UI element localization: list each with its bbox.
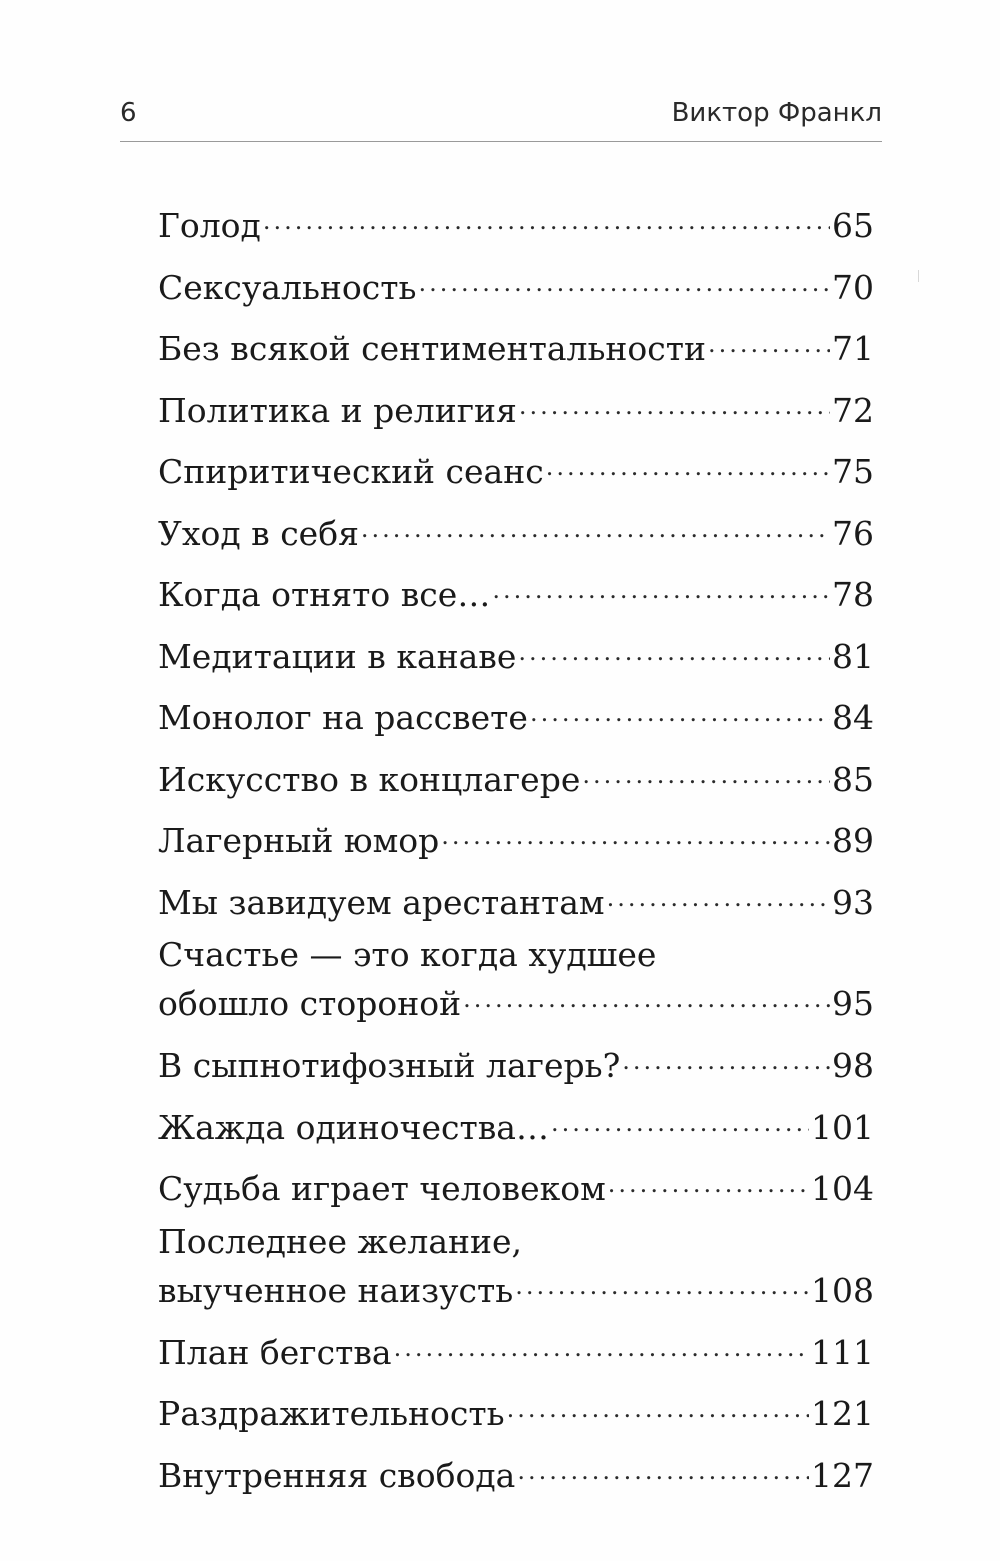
dot-leader bbox=[361, 505, 830, 545]
toc-entry bbox=[158, 689, 874, 751]
toc-entry-title: Лагерный юмор bbox=[158, 821, 440, 860]
toc-entry-title: Искусство в концлагере bbox=[158, 759, 581, 799]
toc-entry bbox=[158, 1447, 874, 1509]
toc-entry-page: 108 bbox=[811, 1270, 874, 1310]
toc-entry bbox=[158, 197, 874, 259]
toc-entry-title-line1: Последнее желание, bbox=[158, 1221, 523, 1261]
toc-entry-page: 121 bbox=[811, 1394, 874, 1433]
toc-entry bbox=[158, 812, 874, 874]
toc-entry-page: 104 bbox=[811, 1169, 874, 1208]
toc-entry-title: Когда отнято все… bbox=[158, 575, 491, 614]
toc-entry-title-line2: выученное наизусть bbox=[158, 1270, 514, 1310]
toc-entry-page: 98 bbox=[832, 1046, 874, 1085]
dot-leader bbox=[708, 320, 830, 360]
dot-leader bbox=[530, 689, 830, 729]
dot-leader bbox=[418, 259, 830, 299]
toc-entry-title: План бегства bbox=[158, 1332, 392, 1372]
toc-entry bbox=[158, 1324, 874, 1386]
author-name: Виктор Франкл bbox=[671, 98, 882, 128]
dot-leader bbox=[517, 1447, 809, 1487]
toc-entry-title: Сексуальность bbox=[158, 267, 417, 307]
margin-mark bbox=[918, 270, 919, 282]
toc-entry-title-line1: Счастье — это когда худшее bbox=[158, 935, 657, 974]
dot-leader bbox=[519, 382, 830, 422]
header-rule bbox=[120, 141, 882, 142]
toc-entry-page: 71 bbox=[832, 329, 874, 368]
toc-entry-page: 81 bbox=[832, 636, 874, 676]
toc-entry-page: 76 bbox=[832, 513, 874, 553]
dot-leader bbox=[622, 1037, 830, 1077]
page-number: 6 bbox=[120, 98, 137, 128]
toc-entry-title: Жажда одиночества… bbox=[158, 1107, 549, 1147]
toc-entry bbox=[158, 874, 874, 936]
dot-leader bbox=[394, 1324, 809, 1364]
toc-entry-page: 78 bbox=[832, 575, 874, 614]
toc-entry-page: 89 bbox=[832, 821, 874, 860]
table-of-contents bbox=[158, 197, 874, 1508]
toc-entry bbox=[158, 259, 874, 321]
toc-entry-page: 84 bbox=[832, 698, 874, 737]
toc-entry-title-line2: обошло стороной bbox=[158, 984, 462, 1023]
toc-entry-title: Уход в себя bbox=[158, 513, 359, 553]
toc-entry-page: 70 bbox=[832, 267, 874, 307]
dot-leader bbox=[507, 1385, 809, 1425]
toc-entry bbox=[158, 505, 874, 567]
toc-entry bbox=[158, 1222, 874, 1324]
toc-entry-title: Медитации в канаве bbox=[158, 636, 517, 676]
dot-leader bbox=[518, 628, 830, 668]
toc-entry-title: Спиритический сеанс bbox=[158, 452, 544, 491]
toc-entry bbox=[158, 320, 874, 382]
toc-entry-page: 75 bbox=[832, 452, 874, 491]
toc-entry-page: 72 bbox=[832, 390, 874, 430]
toc-entry-page: 65 bbox=[832, 206, 874, 245]
toc-entry bbox=[158, 751, 874, 813]
toc-entry-page: 111 bbox=[811, 1332, 874, 1372]
dot-leader bbox=[263, 197, 830, 237]
toc-entry-title: Судьба играет человеком bbox=[158, 1169, 606, 1208]
dot-leader bbox=[441, 812, 830, 852]
toc-entry bbox=[158, 1160, 874, 1222]
dot-leader bbox=[608, 1160, 809, 1200]
toc-entry bbox=[158, 1037, 874, 1099]
toc-entry bbox=[158, 1385, 874, 1447]
dot-leader bbox=[463, 975, 830, 1015]
dot-leader bbox=[492, 566, 830, 606]
dot-leader bbox=[582, 751, 830, 791]
toc-entry bbox=[158, 566, 874, 628]
toc-entry-page: 93 bbox=[832, 882, 874, 922]
toc-entry-title: Внутренняя свобода bbox=[158, 1455, 516, 1495]
toc-entry-page: 101 bbox=[811, 1107, 874, 1147]
toc-entry-title: В сыпнотифозный лагерь? bbox=[158, 1046, 621, 1085]
toc-entry bbox=[158, 628, 874, 690]
running-head bbox=[120, 92, 882, 132]
toc-entry-title: Мы завидуем арестантам bbox=[158, 882, 605, 922]
toc-entry-title: Голод bbox=[158, 206, 261, 245]
dot-leader bbox=[551, 1099, 809, 1139]
dot-leader bbox=[607, 874, 830, 914]
dot-leader bbox=[546, 443, 830, 483]
toc-entry-page: 85 bbox=[832, 759, 874, 799]
toc-entry bbox=[158, 1099, 874, 1161]
toc-entry bbox=[158, 935, 874, 1037]
toc-entry-page: 95 bbox=[832, 984, 874, 1023]
toc-entry bbox=[158, 443, 874, 505]
toc-entry-title: Раздражительность bbox=[158, 1394, 505, 1433]
toc-entry-title: Монолог на рассвете bbox=[158, 698, 528, 737]
toc-entry bbox=[158, 382, 874, 444]
toc-entry-title: Политика и религия bbox=[158, 390, 517, 430]
dot-leader bbox=[515, 1262, 809, 1302]
toc-entry-page: 127 bbox=[811, 1455, 874, 1495]
toc-entry-title: Без всякой сентиментальности bbox=[158, 329, 707, 368]
